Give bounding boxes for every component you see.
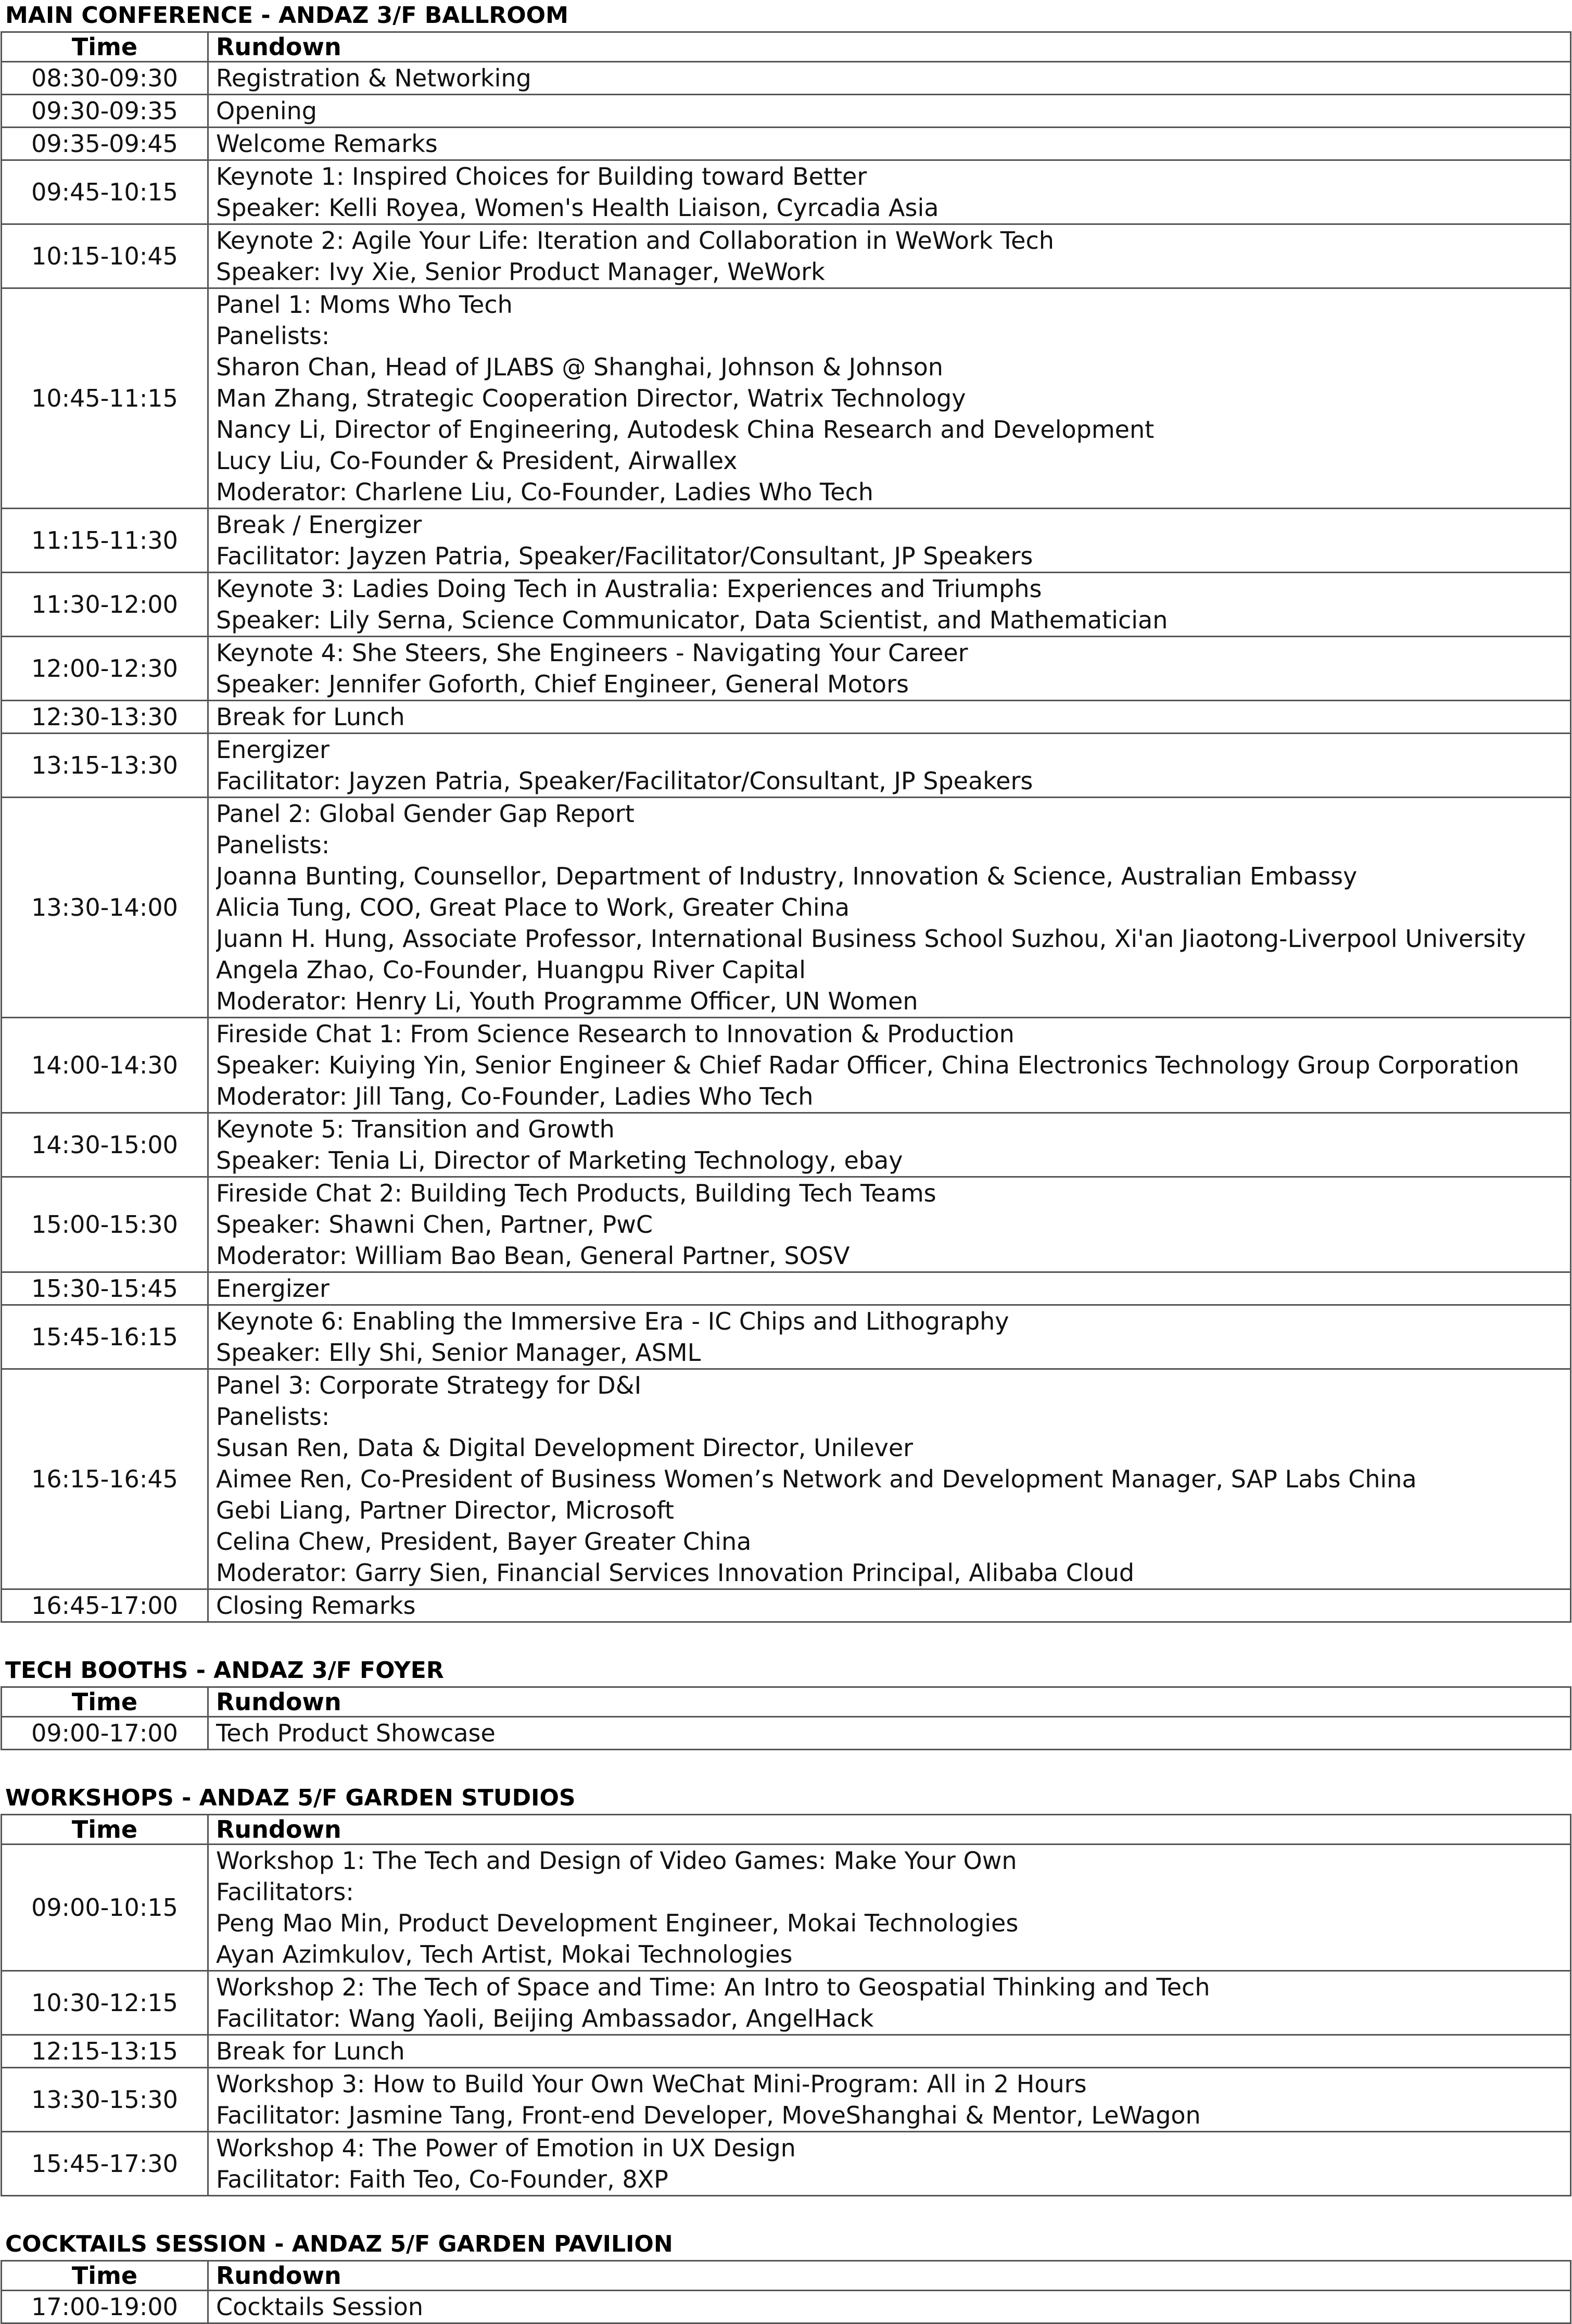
column-header-time: Time <box>2 32 208 62</box>
rundown-line: Fireside Chat 1: From Science Research to Innovation & Production <box>216 1020 1015 1048</box>
time-cell: 09:45-10:15 <box>2 160 208 224</box>
rundown-cell <box>208 2132 1571 2196</box>
rundown-line: Speaker: Jennifer Goforth, Chief Engineer, General Motors <box>216 670 909 698</box>
rundown-line: Speaker: Elly Shi, Senior Manager, ASML <box>216 1338 701 1367</box>
rundown-line: Juann H. Hung, Associate Professor, International Business School Suzhou, Xi'an Jiaotong-Liverpool University <box>216 925 1526 953</box>
time-cell: 17:00-19:00 <box>2 2291 208 2323</box>
table-header-row <box>2 2261 1571 2291</box>
rundown-line: Susan Ren, Data & Digital Development Director, Unilever <box>216 1434 914 1462</box>
table-row <box>2 1113 1571 1177</box>
table-row <box>2 1177 1571 1272</box>
time-cell: 13:30-14:00 <box>2 798 208 1018</box>
rundown-cell <box>208 1845 1571 1971</box>
table-row <box>2 288 1571 509</box>
rundown-cell <box>208 1113 1571 1177</box>
table-row <box>2 224 1571 288</box>
time-cell: 10:15-10:45 <box>2 224 208 288</box>
table-row <box>2 1305 1571 1369</box>
table-row <box>2 1971 1571 2035</box>
rundown-line: Facilitator: Jasmine Tang, Front-end Developer, MoveShanghai & Mentor, LeWagon <box>216 2101 1201 2129</box>
rundown-line: Registration & Networking <box>216 64 531 92</box>
rundown-line: Break for Lunch <box>216 703 405 731</box>
rundown-line: Opening <box>216 97 317 125</box>
rundown-line: Break for Lunch <box>216 2037 405 2065</box>
rundown-line: Panel 3: Corporate Strategy for D&I <box>216 1371 642 1399</box>
table-row <box>2 509 1571 573</box>
column-header-rundown: Rundown <box>208 1687 1571 1717</box>
table-row <box>2 1272 1571 1305</box>
rundown-cell <box>208 573 1571 637</box>
schedule-table <box>1 1686 1571 1750</box>
table-row <box>2 573 1571 637</box>
rundown-cell <box>208 62 1571 95</box>
section-title: TECH BOOTHS - ANDAZ 3/F FOYER <box>5 1657 444 1684</box>
table-row <box>2 1717 1571 1750</box>
rundown-cell <box>208 128 1571 160</box>
time-cell: 14:30-15:00 <box>2 1113 208 1177</box>
rundown-line: Ayan Azimkulov, Tech Artist, Mokai Technologies <box>216 1940 793 1968</box>
rundown-cell <box>208 288 1571 509</box>
table-row <box>2 1589 1571 1622</box>
table-row <box>2 701 1571 734</box>
rundown-line: Speaker: Shawni Chen, Partner, PwC <box>216 1210 653 1239</box>
rundown-line: Workshop 1: The Tech and Design of Video Games: Make Your Own <box>216 1847 1017 1875</box>
column-header-rundown: Rundown <box>208 1815 1571 1845</box>
time-cell: 16:45-17:00 <box>2 1589 208 1622</box>
time-cell: 16:15-16:45 <box>2 1369 208 1589</box>
rundown-line: Angela Zhao, Co-Founder, Huangpu River Capital <box>216 956 806 984</box>
rundown-line: Keynote 1: Inspired Choices for Building toward Better <box>216 162 867 191</box>
rundown-line: Moderator: Jill Tang, Co-Founder, Ladies Who Tech <box>216 1082 814 1110</box>
rundown-line: Facilitator: Jayzen Patria, Speaker/Facilitator/Consultant, JP Speakers <box>216 542 1033 570</box>
time-cell: 13:30-15:30 <box>2 2068 208 2132</box>
rundown-line: Aimee Ren, Co-President of Business Women’s Network and Development Manager, SAP Labs China <box>216 1465 1417 1493</box>
rundown-line: Keynote 5: Transition and Growth <box>216 1115 615 1143</box>
table-row <box>2 734 1571 798</box>
rundown-line: Joanna Bunting, Counsellor, Department of Industry, Innovation & Science, Australian Embassy <box>216 862 1358 890</box>
rundown-cell <box>208 734 1571 798</box>
section-gap <box>0 2196 1572 2229</box>
rundown-line: Speaker: Kelli Royea, Women's Health Liaison, Cyrcadia Asia <box>216 194 939 222</box>
rundown-cell <box>208 2068 1571 2132</box>
rundown-cell <box>208 1589 1571 1622</box>
rundown-cell <box>208 798 1571 1018</box>
rundown-line: Keynote 4: She Steers, She Engineers - Navigating Your Career <box>216 639 968 667</box>
rundown-line: Moderator: Charlene Liu, Co-Founder, Ladies Who Tech <box>216 478 873 506</box>
rundown-line: Facilitator: Wang Yaoli, Beijing Ambassador, AngelHack <box>216 2004 874 2032</box>
rundown-line: Facilitator: Faith Teo, Co-Founder, 8XP <box>216 2165 668 2193</box>
time-cell: 14:00-14:30 <box>2 1018 208 1113</box>
time-cell: 13:15-13:30 <box>2 734 208 798</box>
section-gap <box>0 1750 1572 1783</box>
rundown-line: Speaker: Lily Serna, Science Communicator, Data Scientist, and Mathematician <box>216 606 1168 634</box>
column-header-rundown: Rundown <box>208 32 1571 62</box>
rundown-cell <box>208 95 1571 128</box>
rundown-line: Lucy Liu, Co-Founder & President, Airwallex <box>216 447 738 475</box>
rundown-line: Panelists: <box>216 831 330 859</box>
section-gap <box>0 1623 1572 1655</box>
table-header-row <box>2 1687 1571 1717</box>
table-row <box>2 637 1571 701</box>
column-header-time: Time <box>2 2261 208 2291</box>
rundown-line: Gebi Liang, Partner Director, Microsoft <box>216 1496 674 1524</box>
table-row <box>2 1369 1571 1589</box>
table-row <box>2 128 1571 160</box>
time-cell: 12:15-13:15 <box>2 2035 208 2068</box>
table-row <box>2 1018 1571 1113</box>
rundown-cell <box>208 2035 1571 2068</box>
rundown-cell <box>208 1717 1571 1750</box>
table-header-row <box>2 1815 1571 1845</box>
rundown-line: Cocktails Session <box>216 2293 424 2321</box>
time-cell: 08:30-09:30 <box>2 62 208 95</box>
rundown-cell <box>208 637 1571 701</box>
rundown-line: Facilitators: <box>216 1878 354 1906</box>
time-cell: 12:30-13:30 <box>2 701 208 734</box>
rundown-line: Moderator: Henry Li, Youth Programme Officer, UN Women <box>216 987 918 1015</box>
column-header-rundown: Rundown <box>208 2261 1571 2291</box>
table-row <box>2 160 1571 224</box>
rundown-cell <box>208 1305 1571 1369</box>
rundown-cell <box>208 1971 1571 2035</box>
time-cell: 10:45-11:15 <box>2 288 208 509</box>
rundown-line: Panelists: <box>216 322 330 350</box>
rundown-line: Panelists: <box>216 1403 330 1431</box>
time-cell: 09:00-17:00 <box>2 1717 208 1750</box>
time-cell: 12:00-12:30 <box>2 637 208 701</box>
table-row <box>2 62 1571 95</box>
rundown-line: Moderator: William Bao Bean, General Partner, SOSV <box>216 1242 850 1270</box>
schedule-table <box>1 31 1571 1623</box>
rundown-line: Speaker: Kuiying Yin, Senior Engineer & Chief Radar Officer, China Electronics Technology Group Corporation <box>216 1051 1519 1079</box>
table-row <box>2 2068 1571 2132</box>
rundown-line: Keynote 2: Agile Your Life: Iteration and Collaboration in WeWork Tech <box>216 226 1054 255</box>
column-header-time: Time <box>2 1687 208 1717</box>
rundown-cell <box>208 1369 1571 1589</box>
time-cell: 15:45-17:30 <box>2 2132 208 2196</box>
rundown-cell <box>208 701 1571 734</box>
table-row <box>2 798 1571 1018</box>
table-row <box>2 2291 1571 2323</box>
rundown-line: Celina Chew, President, Bayer Greater China <box>216 1527 752 1556</box>
time-cell: 11:30-12:00 <box>2 573 208 637</box>
rundown-line: Sharon Chan, Head of JLABS @ Shanghai, Johnson & Johnson <box>216 353 943 381</box>
column-header-time: Time <box>2 1815 208 1845</box>
rundown-line: Peng Mao Min, Product Development Engineer, Mokai Technologies <box>216 1909 1019 1937</box>
table-row <box>2 95 1571 128</box>
rundown-cell <box>208 1272 1571 1305</box>
table-row <box>2 2035 1571 2068</box>
rundown-cell <box>208 224 1571 288</box>
rundown-line: Speaker: Ivy Xie, Senior Product Manager, WeWork <box>216 258 825 286</box>
time-cell: 10:30-12:15 <box>2 1971 208 2035</box>
section-title: MAIN CONFERENCE - ANDAZ 3/F BALLROOM <box>5 2 568 29</box>
time-cell: 09:30-09:35 <box>2 95 208 128</box>
table-row <box>2 1845 1571 1971</box>
time-cell: 11:15-11:30 <box>2 509 208 573</box>
rundown-line: Welcome Remarks <box>216 130 438 158</box>
rundown-line: Workshop 4: The Power of Emotion in UX Design <box>216 2134 796 2162</box>
section-title: WORKSHOPS - ANDAZ 5/F GARDEN STUDIOS <box>5 1785 576 1811</box>
time-cell: 09:00-10:15 <box>2 1845 208 1971</box>
rundown-line: Panel 2: Global Gender Gap Report <box>216 800 635 828</box>
rundown-line: Energizer <box>216 736 329 764</box>
rundown-line: Workshop 3: How to Build Your Own WeChat Mini-Program: All in 2 Hours <box>216 2070 1087 2098</box>
rundown-line: Fireside Chat 2: Building Tech Products, Building Tech Teams <box>216 1179 936 1207</box>
time-cell: 15:00-15:30 <box>2 1177 208 1272</box>
rundown-cell <box>208 1177 1571 1272</box>
rundown-line: Keynote 3: Ladies Doing Tech in Australia: Experiences and Triumphs <box>216 575 1042 603</box>
rundown-cell <box>208 509 1571 573</box>
rundown-cell <box>208 160 1571 224</box>
rundown-cell <box>208 2291 1571 2323</box>
rundown-line: Energizer <box>216 1274 329 1303</box>
rundown-line: Tech Product Showcase <box>216 1719 496 1747</box>
table-header-row <box>2 32 1571 62</box>
rundown-cell <box>208 1018 1571 1113</box>
table-row <box>2 2132 1571 2196</box>
rundown-line: Keynote 6: Enabling the Immersive Era - IC Chips and Lithography <box>216 1307 1009 1335</box>
schedule-table <box>1 2260 1571 2324</box>
time-cell: 15:45-16:15 <box>2 1305 208 1369</box>
section-title: COCKTAILS SESSION - ANDAZ 5/F GARDEN PAVILION <box>5 2231 673 2257</box>
rundown-line: Moderator: Garry Sien, Financial Services Innovation Principal, Alibaba Cloud <box>216 1559 1135 1587</box>
rundown-line: Workshop 2: The Tech of Space and Time: An Intro to Geospatial Thinking and Tech <box>216 1973 1210 2001</box>
rundown-line: Speaker: Tenia Li, Director of Marketing Technology, ebay <box>216 1146 903 1174</box>
rundown-line: Nancy Li, Director of Engineering, Autodesk China Research and Development <box>216 415 1155 444</box>
schedule-table <box>1 1814 1571 2196</box>
rundown-line: Panel 1: Moms Who Tech <box>216 290 513 319</box>
time-cell: 15:30-15:45 <box>2 1272 208 1305</box>
rundown-line: Facilitator: Jayzen Patria, Speaker/Facilitator/Consultant, JP Speakers <box>216 767 1033 795</box>
rundown-line: Alicia Tung, COO, Great Place to Work, Greater China <box>216 893 850 921</box>
rundown-line: Closing Remarks <box>216 1592 416 1620</box>
rundown-line: Break / Energizer <box>216 511 422 539</box>
time-cell: 09:35-09:45 <box>2 128 208 160</box>
rundown-line: Man Zhang, Strategic Cooperation Director, Watrix Technology <box>216 384 966 412</box>
